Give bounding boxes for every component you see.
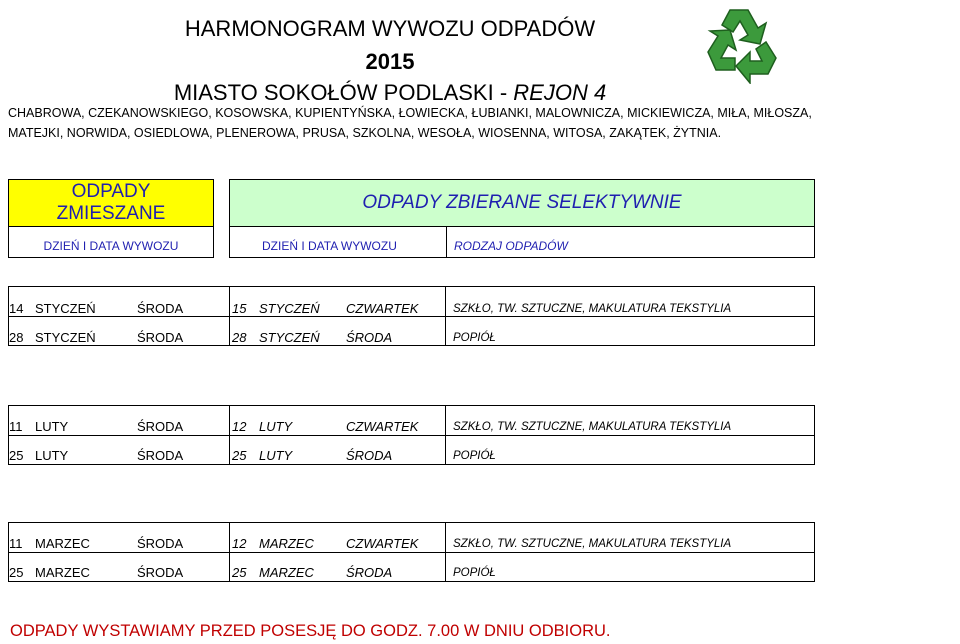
region-name: REJON 4 [513,80,607,105]
m1r2-month: STYCZEŃ [35,330,96,345]
m2r2-day: 25 [9,448,24,463]
m3r2-weekday: ŚRODA [137,565,184,580]
m2r1-day: 11 [9,419,23,434]
city-name: MIASTO SOKOŁÓW PODLASKI - [173,80,514,105]
selective-subheader [229,227,815,258]
m1r2-weekday: ŚRODA [137,330,184,345]
m2r1-day-sel: 12 [232,419,247,434]
m1r1-weekday: ŚRODA [137,301,184,316]
m2r2-month-sel: LUTY [259,448,293,463]
streets-line-2: MATEJKI, NORWIDA, OSIEDLOWA, PLENEROWA, PRUSA, SZKOLNA, WESOŁA, WIOSENNA, WITOSA, ZAKĄTEK, ŻYTNIA. [8,126,722,140]
m1r1-month: STYCZEŃ [35,301,96,316]
m1r2-day-sel: 28 [232,330,247,345]
m2r2-type: POPIÓŁ [453,450,496,462]
footer-notice: ODPADY WYSTAWIAMY PRZED POSESJĘ DO GODZ. 7.00 W DNIU ODBIORU. [10,622,611,640]
m1r1-weekday-sel: CZWARTEK [346,301,419,316]
m1r1-month-sel: STYCZEŃ [259,301,320,316]
col-date-selective: DZIEŃ I DATA WYWOZU [262,239,397,253]
m2r2-weekday-sel: ŚRODA [346,448,393,463]
m3r2-month: MARZEC [35,565,90,580]
page-year: 2015 [365,49,415,74]
m2r1-weekday: ŚRODA [137,419,184,434]
m2r2-day-sel: 25 [232,448,247,463]
m1r2-month-sel: STYCZEŃ [259,330,320,345]
page-subtitle [0,80,780,106]
m3r2-month-sel: MARZEC [259,565,314,580]
month-block-3 [8,522,815,582]
m1r1-day: 14 [9,301,24,316]
m2r1-weekday-sel: CZWARTEK [346,419,419,434]
m2r1-month: LUTY [35,419,69,434]
m2r1-month-sel: LUTY [259,419,293,434]
m3r1-weekday: ŚRODA [137,536,184,551]
m3r1-day-sel: 12 [232,536,247,551]
col-type: RODZAJ ODPADÓW [454,239,568,253]
m2r2-month: LUTY [35,448,69,463]
mixed-title-line1: ODPADY [71,181,151,202]
streets-line-1: CHABROWA, CZEKANOWSKIEGO, KOSOWSKA, KUPIENTYŃSKA, ŁOWIECKA, ŁUBIANKI, MALOWNICZA, MICKIEWICZA, MIŁA, MIŁOSZA, [8,106,812,120]
m1r2-day: 28 [9,330,24,345]
m2r1-type: SZKŁO, TW. SZTUCZNE, MAKULATURA TEKSTYLIA [453,421,732,433]
recycle-icon [700,4,784,84]
month-block-1 [8,286,815,346]
m1r1-day-sel: 15 [232,301,247,316]
m3r1-month-sel: MARZEC [259,536,314,551]
col-date-mixed: DZIEŃ I DATA WYWOZU [43,239,179,253]
m3r2-day-sel: 25 [232,565,247,580]
month-block-2 [8,405,815,465]
page-title: HARMONOGRAM WYWOZU ODPADÓW [184,16,596,41]
m3r2-type: POPIÓŁ [453,567,496,579]
m3r1-month: MARZEC [35,536,90,551]
mixed-waste-header [8,179,214,227]
mixed-subheader [8,227,214,258]
selective-waste-header: ODPADY ZBIERANE SELEKTYWNIE [229,179,815,227]
m2r2-weekday: ŚRODA [137,448,184,463]
m1r1-type: SZKŁO, TW. SZTUCZNE, MAKULATURA TEKSTYLIA [453,303,732,315]
m3r2-day: 25 [9,565,24,580]
m3r1-type: SZKŁO, TW. SZTUCZNE, MAKULATURA TEKSTYLIA [453,538,732,550]
m1r2-type: POPIÓŁ [453,332,496,344]
m3r1-weekday-sel: CZWARTEK [346,536,419,551]
m3r2-weekday-sel: ŚRODA [346,565,393,580]
m1r2-weekday-sel: ŚRODA [346,330,393,345]
m3r1-day: 11 [9,536,23,551]
mixed-title-line2: ZMIESZANE [56,203,166,224]
